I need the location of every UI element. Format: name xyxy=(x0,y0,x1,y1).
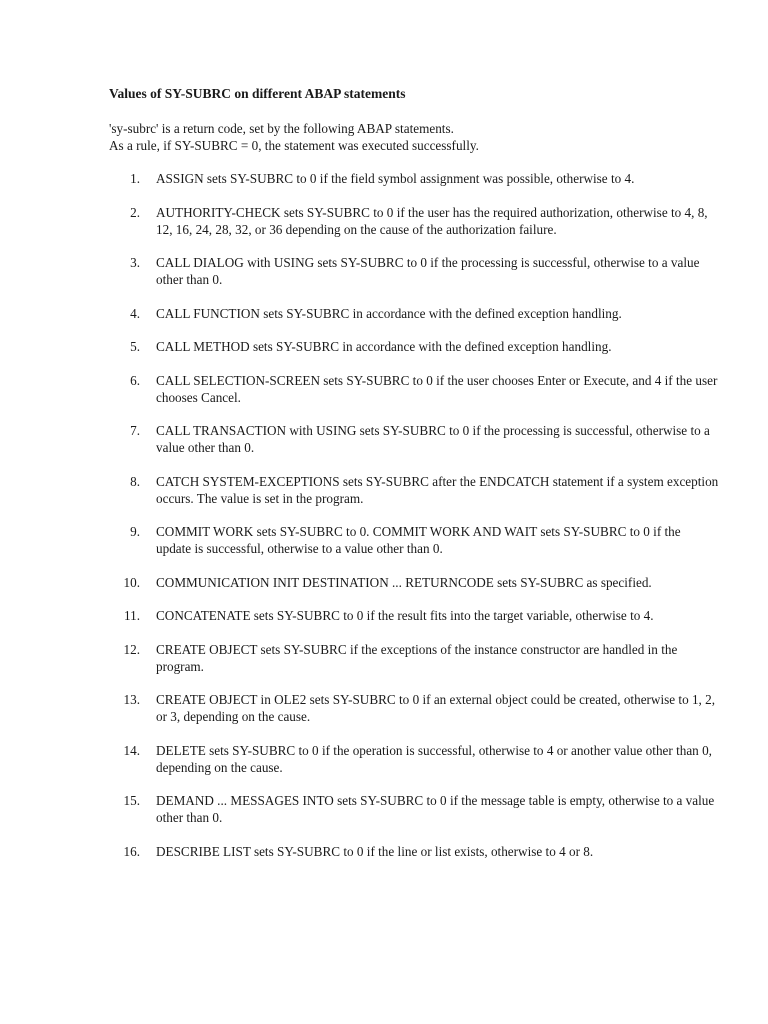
list-item-number: 8. xyxy=(130,473,140,489)
intro-line: 'sy-subrc' is a return code, set by the following ABAP statements. xyxy=(109,121,454,136)
list-item-text: DEMAND ... MESSAGES INTO sets SY-SUBRC to 0 if the message table is empty, otherwise to a value other than 0. xyxy=(156,793,715,825)
list-item-number: 1. xyxy=(130,171,140,186)
list-item-text: DESCRIBE LIST sets SY-SUBRC to 0 if the line or list exists, otherwise to 4 or 8. xyxy=(156,843,594,859)
list-item-text: ASSIGN sets SY-SUBRC to 0 if the field symbol assignment was possible, otherwise to 4. xyxy=(156,171,635,186)
list-item xyxy=(109,473,719,507)
list-item-number: 13. xyxy=(123,692,140,707)
list-item-number: 5. xyxy=(130,339,140,354)
intro-line: As a rule, if SY-SUBRC = 0, the statement was executed successfully. xyxy=(109,138,479,153)
list-item xyxy=(109,305,719,322)
list-item-number: 6. xyxy=(130,372,140,388)
list-item xyxy=(109,422,719,456)
list-item-number: 11. xyxy=(124,608,140,623)
list-item xyxy=(109,254,719,288)
list-item xyxy=(109,691,719,725)
list-item-number: 14. xyxy=(123,742,140,758)
list-item-number: 4. xyxy=(130,305,140,321)
list-item xyxy=(109,641,719,675)
statement-list xyxy=(109,170,719,876)
list-item xyxy=(109,843,719,860)
list-item xyxy=(109,574,719,591)
list-item-text: CATCH SYSTEM-EXCEPTIONS sets SY-SUBRC after the ENDCATCH statement if a system exception occurs. The value is set in the program. xyxy=(156,473,719,506)
list-item-number: 2. xyxy=(130,204,140,220)
list-item-text: CALL SELECTION-SCREEN sets SY-SUBRC to 0 if the user chooses Enter or Execute, and 4 if the user chooses Cancel. xyxy=(156,372,718,405)
list-item-text: AUTHORITY-CHECK sets SY-SUBRC to 0 if the user has the required authorization, otherwise to 4, 8, 12, 16, 24, 28, 32, or 36 depending on the cause of the authorization failure. xyxy=(156,204,708,237)
list-item-number: 9. xyxy=(130,524,140,539)
list-item-text: CALL METHOD sets SY-SUBRC in accordance with the defined exception handling. xyxy=(156,339,612,354)
list-item-number: 10. xyxy=(123,574,140,590)
list-item-text: CREATE OBJECT in OLE2 sets SY-SUBRC to 0 if an external object could be created, otherwise to 1, 2, or 3, depending on the cause. xyxy=(156,692,716,724)
list-item xyxy=(109,607,719,624)
list-item xyxy=(109,372,719,406)
list-item-number: 16. xyxy=(123,843,140,859)
list-item-text: CONCATENATE sets SY-SUBRC to 0 if the result fits into the target variable, otherwise to 4. xyxy=(156,608,654,623)
list-item-text: CALL FUNCTION sets SY-SUBRC in accordance with the defined exception handling. xyxy=(156,305,622,321)
list-item-number: 3. xyxy=(130,255,140,270)
list-item-text: CALL DIALOG with USING sets SY-SUBRC to 0 if the processing is successful, otherwise to a value other than 0. xyxy=(156,255,700,287)
list-item xyxy=(109,742,719,776)
list-item-text: COMMIT WORK sets SY-SUBRC to 0. COMMIT WORK AND WAIT sets SY-SUBRC to 0 if the update is successful, otherwise to a value other than 0. xyxy=(156,524,681,556)
document-title: Values of SY-SUBRC on different ABAP statements xyxy=(109,86,406,101)
intro-paragraph xyxy=(109,120,479,154)
list-item-number: 7. xyxy=(130,423,140,438)
list-item-text: CREATE OBJECT sets SY-SUBRC if the exceptions of the instance constructor are handled in the program. xyxy=(156,641,678,674)
list-item-text: COMMUNICATION INIT DESTINATION ... RETURNCODE sets SY-SUBRC as specified. xyxy=(156,574,652,590)
list-item-number: 15. xyxy=(123,793,140,808)
list-item xyxy=(109,338,719,355)
list-item-text: CALL TRANSACTION with USING sets SY-SUBRC to 0 if the processing is successful, otherwise to a value other than 0. xyxy=(156,423,710,455)
list-item xyxy=(109,204,719,238)
list-item-number: 12. xyxy=(123,641,140,657)
list-item xyxy=(109,170,719,187)
list-item-text: DELETE sets SY-SUBRC to 0 if the operation is successful, otherwise to 4 or another value other than 0, depending on the cause. xyxy=(156,742,712,775)
list-item xyxy=(109,523,719,557)
list-item xyxy=(109,792,719,826)
